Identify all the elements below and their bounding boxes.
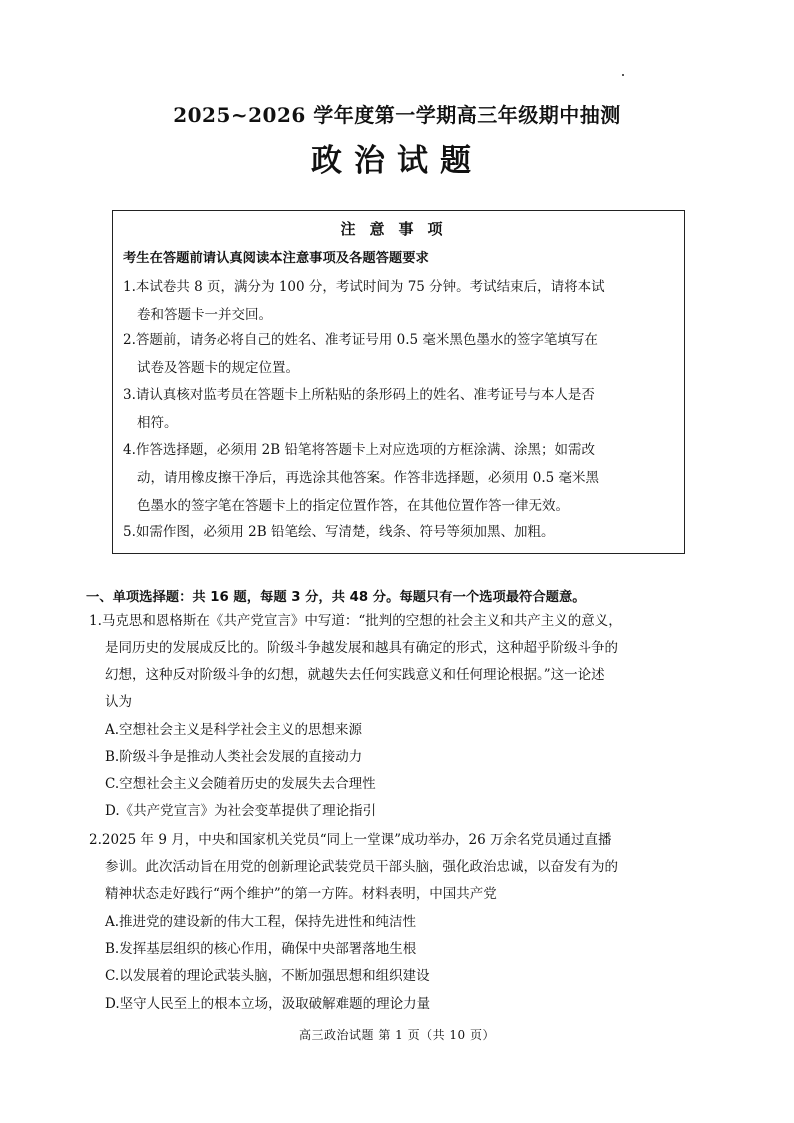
question-stem-line: 1.马克思和恩格斯在《共产党宣言》中写道：“批判的空想的社会主义和共产主义的意义， bbox=[89, 613, 622, 629]
option-d: D.坚守人民至上的根本立场，汲取破解难题的理论力量 bbox=[105, 996, 431, 1012]
notice-line: 1.本试卷共 8 页，满分为 100 分，考试时间为 75 分钟。考试结束后，请将本试 bbox=[123, 279, 605, 295]
question-stem-line: 参训。此次活动旨在用党的创新理论武装党员干部头脑，强化政治忠诚，以奋发有为的 bbox=[105, 859, 618, 875]
notice-item bbox=[123, 381, 676, 437]
option-a: A.推进党的建设新的伟大工程，保持先进性和纯洁性 bbox=[105, 914, 417, 930]
notice-line: 试卷及答题卡的规定位置。 bbox=[137, 360, 299, 376]
scan-dot bbox=[622, 74, 624, 76]
notice-line: 4.作答选择题，必须用 2B 铅笔将答题卡上对应选项的方框涂满、涂黑；如需改 bbox=[123, 442, 595, 458]
page-footer: 高三政治试题 第 1 页（共 10 页） bbox=[299, 1028, 495, 1042]
section-heading: 一、单项选择题：共 16 题，每题 3 分，共 48 分。每题只有一个选项最符合题意。 bbox=[86, 590, 586, 605]
notice-line: 卷和答题卡一并交回。 bbox=[137, 307, 272, 323]
notice-line: 2.答题前，请务必将自己的姓名、准考证号用 0.5 毫米黑色墨水的签字笔填写在 bbox=[123, 332, 598, 348]
notice-line: 3.请认真核对监考员在答题卡上所粘贴的条形码上的姓名、准考证号与本人是否 bbox=[123, 387, 595, 403]
notice-line: 5.如需作图，必须用 2B 铅笔绘、写清楚，线条、符号等须加黑、加粗。 bbox=[123, 524, 555, 540]
option-d: D.《共产党宣言》为社会变革提供了理论指引 bbox=[105, 803, 377, 819]
option-b: B.阶级斗争是推动人类社会发展的直接动力 bbox=[105, 749, 363, 765]
notice-intro: 考生在答题前请认真阅读本注意事项及各题答题要求 bbox=[123, 251, 429, 266]
notice-line: 色墨水的签字笔在答题卡上的指定位置作答，在其他位置作答一律无效。 bbox=[137, 498, 569, 514]
exam-title: 2025~2026 学年度第一学期高三年级期中抽测 bbox=[173, 103, 621, 127]
option-c: C.以发展着的理论武装头脑，不断加强思想和组织建设 bbox=[105, 968, 430, 984]
notice-item bbox=[123, 273, 676, 329]
notice-box bbox=[112, 210, 685, 554]
question-stem-line: 精神状态走好践行“两个维护”的第一方阵。材料表明，中国共产党 bbox=[105, 886, 497, 902]
question-stem-line: 2.2025 年 9 月，中央和国家机关党员“同上一堂课”成功举办，26 万余名党员通过直播 bbox=[89, 832, 612, 848]
option-a: A.空想社会主义是科学社会主义的思想来源 bbox=[105, 722, 363, 738]
question-stem-line: 幻想，这种反对阶级斗争的幻想，就越失去任何实践意义和任何理论根据。”这一论述 bbox=[105, 667, 605, 683]
option-c: C.空想社会主义会随着历史的发展失去合理性 bbox=[105, 776, 376, 792]
subject-title: 政治试题 bbox=[311, 143, 483, 179]
notice-title: 注意事项 bbox=[340, 220, 457, 238]
notice-item bbox=[123, 436, 676, 520]
option-b: B.发挥基层组织的核心作用，确保中央部署落地生根 bbox=[105, 941, 417, 957]
notice-line: 动，请用橡皮擦干净后，再选涂其他答案。作答非选择题，必须用 0.5 毫米黑 bbox=[137, 470, 600, 486]
notice-item bbox=[123, 326, 676, 382]
notice-line: 相符。 bbox=[137, 415, 178, 431]
question-stem-line: 是同历史的发展成反比的。阶级斗争越发展和越具有确定的形式，这种超乎阶级斗争的 bbox=[105, 640, 618, 656]
question-stem-line: 认为 bbox=[105, 694, 132, 710]
notice-item bbox=[123, 518, 676, 546]
